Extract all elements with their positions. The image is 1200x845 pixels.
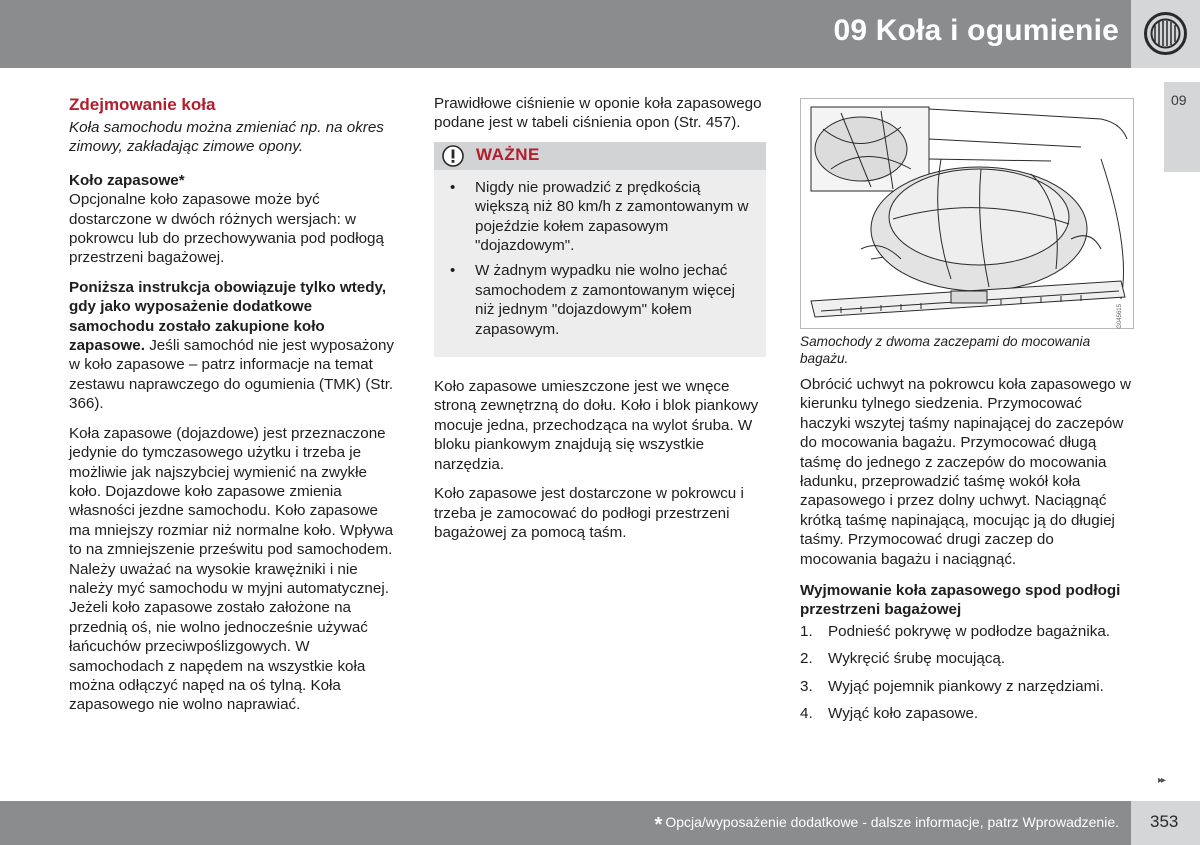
paragraph: Koła zapasowe (dojazdowe) jest przeznaczone jedynie do tymczasowego użytku i trzeba je możliwie jak najszybciej wymienić na zwykłe koło. Dojazdowe koło zapasowe zmienia własności jezdne samochodu. Koło zapasowe ma mniejszy rozmiar niż normalne koło. Wpływa to na zmniejszenie prześwitu pod samochodem. Należy uważać na wysokie krawężniki i nie należy myć samochodu w myjni automatycznej. Jeżeli koło zapasowe zostało założone na przednią oś, nie wolno jednocześnie używać łańcuchów przeciwpoślizgowych. W samochodach z napędem na wszystkie koła można odłączyć napęd na oś tylną. Koła zapasowego nie wolno naprawiać. — [69, 424, 394, 714]
figure-caption: Samochody z dwoma zaczepami do mocowania bagażu. — [800, 334, 1091, 366]
warning-header — [434, 142, 766, 170]
spare-wheel-illustration — [800, 98, 1134, 329]
step-text: Podnieść pokrywę w podłodze bagażnika. — [828, 622, 1110, 640]
footnote — [655, 814, 1119, 837]
warning-list — [434, 170, 766, 339]
figure-code: G045615 — [1116, 304, 1123, 329]
chapter-icon-box — [1131, 0, 1200, 68]
tire-icon — [1143, 11, 1188, 56]
step-number: 4. — [800, 705, 813, 723]
step-number: 2. — [800, 650, 813, 668]
step-item — [800, 622, 1134, 641]
step-text: Wyjąć koło zapasowe. — [828, 705, 979, 723]
chapter-title: 09 Koła i ogumienie — [833, 14, 1119, 47]
continue-arrows-icon: ▸▸ — [1158, 775, 1165, 786]
warning-item: • Nigdy nie prowadzić z prędkością większą niż 80 km/h z zamontowanym w pojeździe kołem zapasowym "dojazdowym". — [475, 178, 754, 256]
step-text: Wykręcić śrubę mocującą. — [828, 650, 1006, 668]
paragraph: Prawidłowe ciśnienie w oponie koła zapasowego podane jest w tabeli ciśnienia opon (Str. 457). — [434, 95, 762, 132]
trunk-spare-wheel-drawing — [801, 99, 1133, 328]
paragraph: Obrócić uchwyt na pokrowcu koła zapasowego w kierunku tylnego siedzenia. Przymocować haczyki wszytej taśmy napinającej do zaczepów do mocowania bagażu. Przymocować długą taśmę do jednego z zaczepów do mocowania ładunku, przeprowadzić taśmę wokół koła zapasowego i przez dolny uchwyt. Naciągnąć krótką taśmę napinającą, mocując ją do długiej taśmy. Przymocować drugi zaczep do mocowania bagażu i naciągnąć. — [800, 376, 1131, 568]
step-number: 1. — [800, 622, 813, 640]
chapter-tab[interactable] — [1164, 82, 1200, 172]
step-item — [800, 704, 1134, 723]
page-number-box — [1131, 801, 1200, 845]
intro-text: Koła samochodu można zmieniać np. na okres zimowy, zakładając zimowe opony. — [69, 119, 384, 156]
step-text: Wyjąć pojemnik piankowy z narzędziami. — [828, 677, 1104, 695]
removal-heading: Wyjmowanie koła zapasowego spod podłogi przestrzeni bagażowej — [800, 582, 1121, 619]
bold-note: Poniższa instrukcja obowiązuje tylko wtedy, gdy jako wyposażenie dodatkowe samochodu zostało zakupione koło zapasowe. — [69, 278, 387, 355]
warning-icon — [441, 145, 465, 167]
paragraph-instruction-note — [69, 278, 401, 414]
note-rest: Jeśli samochód nie jest wyposażony w koło zapasowe – patrz informacje na temat zestawu naprawczego do ogumienia (TMK) (Str. 366). — [69, 337, 394, 413]
paragraph: Opcjonalne koło zapasowe może być dostarczone w dwóch różnych wersjach: w pokrowcu lub do przechowywania pod podłogą przestrzeni bagażowej. — [69, 191, 384, 267]
spare-wheel-heading: Koło zapasowe* — [69, 171, 185, 189]
warning-item: • W żadnym wypadku nie wolno jechać samochodem z zamontowanym więcej niż jednym "dojazdowym" kołem zapasowym. — [475, 261, 754, 339]
chapter-header — [0, 0, 1131, 68]
step-item — [800, 649, 1134, 668]
column-middle — [434, 94, 768, 542]
steps-list — [800, 622, 1134, 724]
warning-title: WAŻNE — [476, 144, 540, 164]
section-title: Zdejmowanie koła — [69, 95, 216, 114]
page-number: 353 — [1150, 812, 1179, 831]
column-right — [800, 98, 1134, 732]
chapter-tab-label: 09 — [1171, 92, 1187, 108]
column-left — [69, 94, 401, 715]
paragraph: Koło zapasowe jest dostarczone w pokrowcu i trzeba je zamocować do podłogi przestrzeni bagażowej za pomocą taśm. — [434, 485, 744, 541]
paragraph: Koło zapasowe umieszczone jest we wnęce stroną zewnętrzną do dołu. Koło i blok piankowy mocuje jedna, przechodząca na wylot śruba. W bloku piankowym znajdują się wszystkie narzędzia. — [434, 378, 759, 473]
warning-box — [434, 142, 766, 357]
page-footer — [0, 801, 1131, 845]
footnote-star: * — [654, 814, 663, 836]
footnote-text: Opcja/wyposażenie dodatkowe - dalsze informacje, patrz Wprowadzenie. — [665, 814, 1119, 830]
step-item — [800, 677, 1134, 696]
step-number: 3. — [800, 677, 813, 695]
